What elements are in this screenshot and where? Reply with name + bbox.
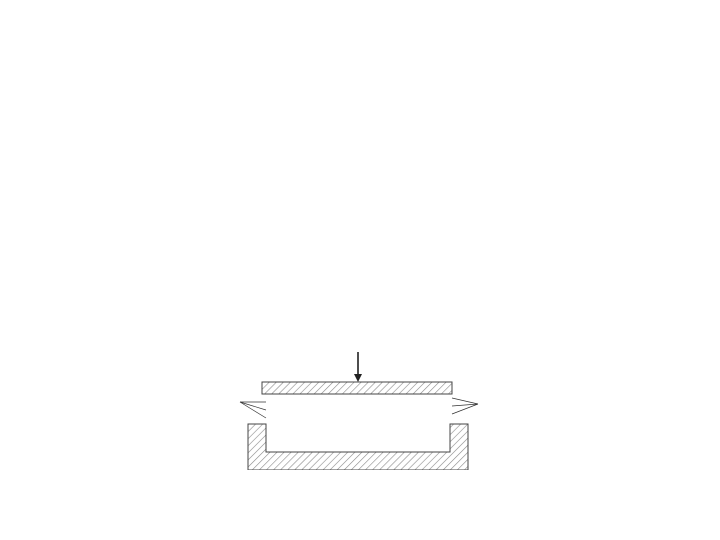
hot-compaction-figure [115, 82, 590, 192]
right-pointer-lines [452, 398, 478, 414]
hot-pressing-figure [200, 352, 520, 470]
press-arrow [354, 352, 362, 382]
top-punch [262, 382, 452, 394]
lower-die [248, 424, 468, 470]
left-pointer-lines [240, 402, 266, 418]
